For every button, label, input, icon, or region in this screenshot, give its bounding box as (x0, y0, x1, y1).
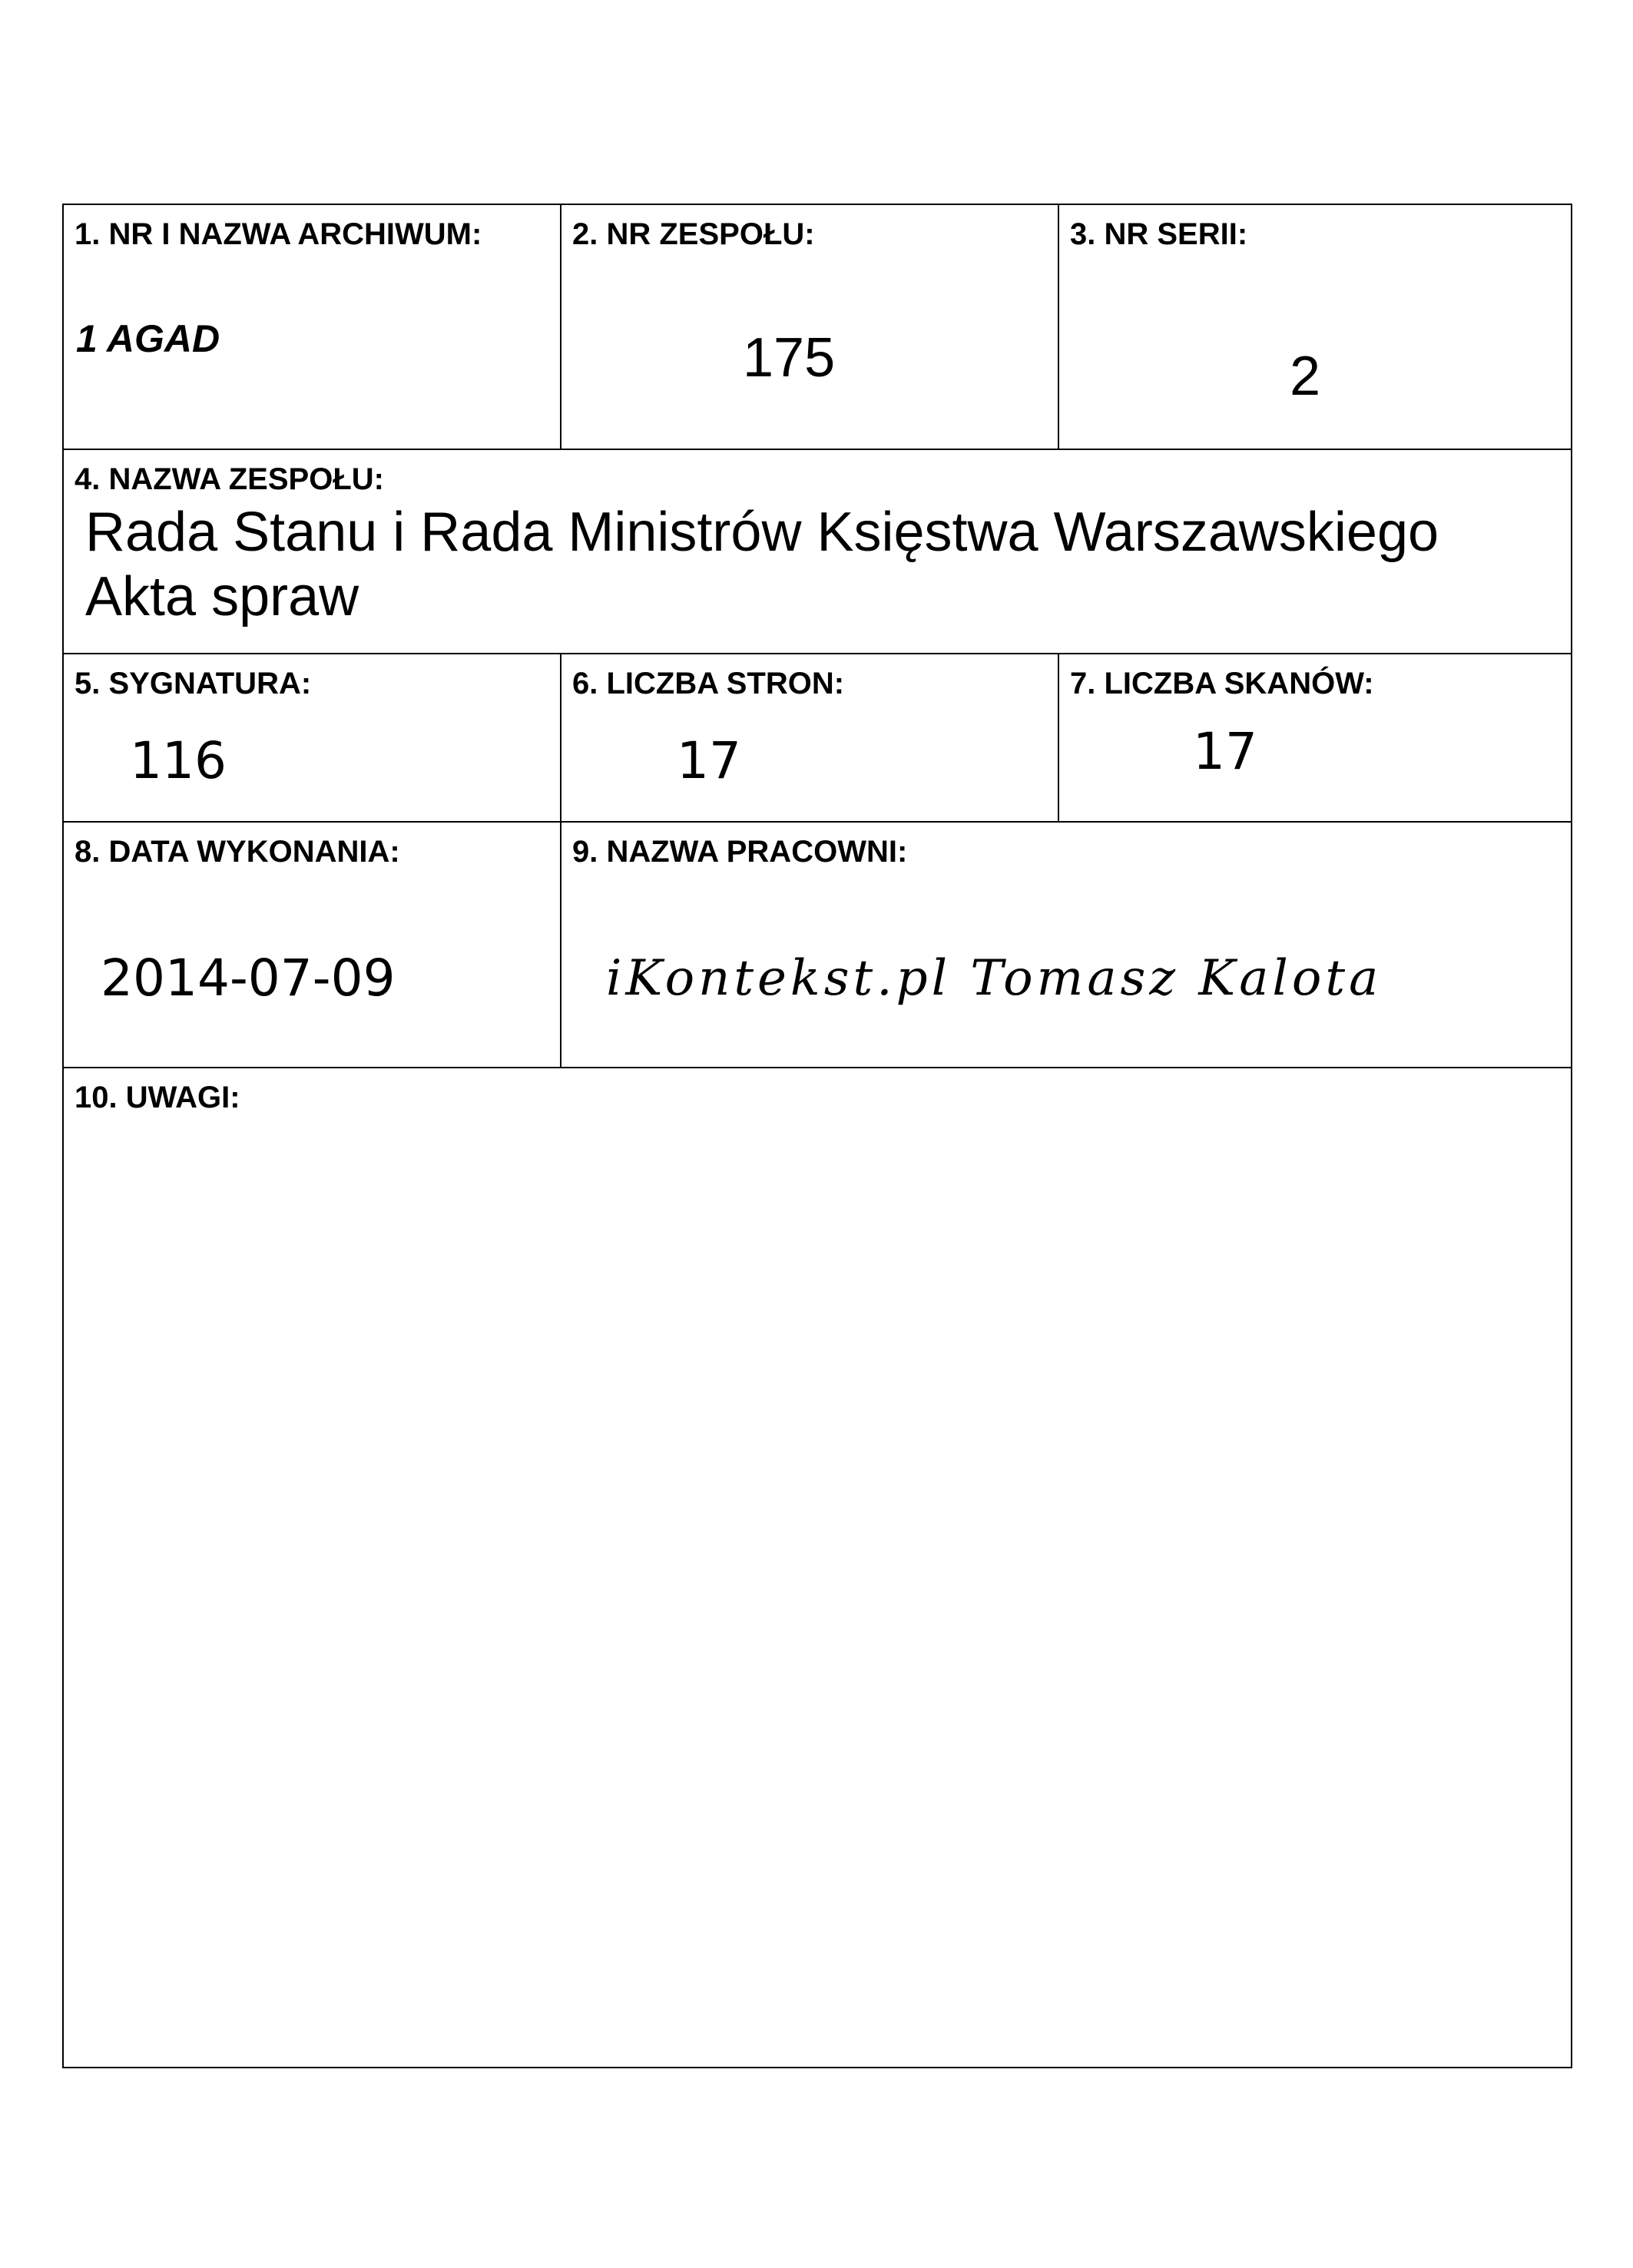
notes-cell (64, 1068, 1571, 2067)
fond-name-line1: Rada Stanu i Rada Ministrów Księstwa Warszawskiego (85, 502, 1439, 563)
form-row-4 (64, 823, 1571, 1068)
archive-value: 1 AGAD (76, 317, 220, 360)
page-count-cell (561, 654, 1059, 821)
fond-name-label: 4. NAZWA ZESPOŁU: (75, 462, 384, 496)
page-count-value: 17 (677, 731, 741, 790)
form-row-1 (64, 205, 1571, 450)
fond-number-label: 2. NR ZESPOŁU: (572, 217, 815, 251)
page-count-label: 6. LICZBA STRON: (572, 667, 845, 700)
metadata-form (62, 204, 1572, 2068)
date-label: 8. DATA WYKONANIA: (75, 835, 400, 869)
scan-count-cell (1059, 654, 1571, 821)
fond-number-cell (561, 205, 1059, 449)
date-value: 2014-07-09 (101, 949, 396, 1008)
scan-count-value: 17 (1193, 722, 1257, 781)
series-number-cell (1059, 205, 1571, 449)
archive-cell (64, 205, 561, 449)
signature-cell (64, 654, 561, 821)
fond-name-line2: Akta spraw (85, 566, 359, 627)
workshop-value: iKontekst.pl Tomasz Kalota (606, 950, 1383, 1007)
fond-name-cell (64, 450, 1571, 653)
form-row-3 (64, 654, 1571, 823)
series-number-value: 2 (1290, 346, 1321, 407)
signature-value: 116 (130, 731, 227, 790)
archive-label: 1. NR I NAZWA ARCHIWUM: (75, 217, 482, 251)
fond-number-value: 175 (743, 327, 836, 389)
series-number-label: 3. NR SERII: (1070, 217, 1248, 251)
signature-label: 5. SYGNATURA: (75, 667, 312, 700)
scan-count-label: 7. LICZBA SKANÓW: (1070, 667, 1374, 700)
workshop-cell (561, 823, 1571, 1067)
workshop-label: 9. NAZWA PRACOWNI: (572, 835, 908, 869)
form-row-5 (64, 1068, 1571, 2067)
form-row-2 (64, 450, 1571, 654)
notes-label: 10. UWAGI: (75, 1081, 240, 1114)
date-cell (64, 823, 561, 1067)
